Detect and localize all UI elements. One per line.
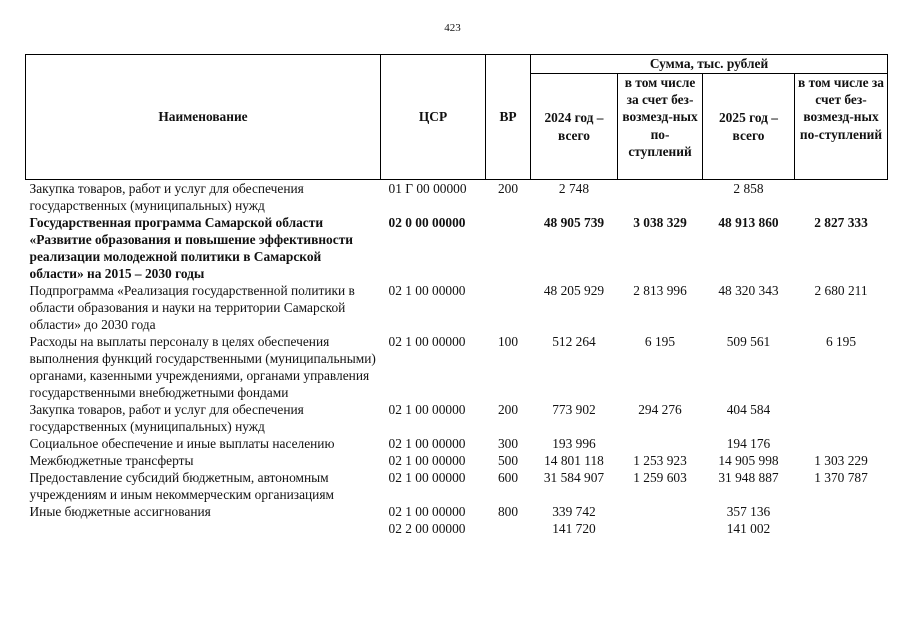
cell-vr: 300 <box>497 436 519 451</box>
table-row <box>26 452 888 469</box>
header-2025-free: в том числе за счет без-возмезд-ных по-ступлений <box>795 74 888 180</box>
table-body <box>26 180 888 538</box>
cell-2025-free: 2 680 211 <box>814 283 868 298</box>
header-2025-total: 2025 год – всего <box>703 74 795 180</box>
cell-csr: 01 Г 00 00000 <box>388 181 467 196</box>
cell-2024-total: 339 742 <box>552 504 596 519</box>
cell-2025-total: 48 913 860 <box>718 215 779 230</box>
cell-2024-free <box>618 503 703 520</box>
cell-2025-free: 2 827 333 <box>814 215 868 230</box>
table-row <box>26 469 888 503</box>
cell-2025-total: 31 948 887 <box>718 470 779 485</box>
cell-2024-free: 2 813 996 <box>633 283 687 298</box>
cell-name: Закупка товаров, работ и услуг для обеспечения государственных (муниципальных) нужд <box>29 181 304 213</box>
header-2024-total: 2024 год – всего <box>531 74 618 180</box>
cell-2025-free <box>795 180 888 215</box>
cell-2024-total: 31 584 907 <box>543 470 605 485</box>
cell-name: Межбюджетные трансферты <box>29 453 194 468</box>
cell-name: Иные бюджетные ассигнования <box>29 504 211 519</box>
cell-2024-total: 141 720 <box>552 521 596 536</box>
cell-2025-free: 1 370 787 <box>814 470 868 485</box>
cell-2025-total: 357 136 <box>726 504 771 519</box>
cell-csr: 02 1 00 00000 <box>388 470 466 485</box>
cell-2024-total: 2 748 <box>558 181 590 196</box>
cell-csr: 02 1 00 00000 <box>388 504 466 519</box>
cell-2024-free: 1 253 923 <box>633 453 687 468</box>
cell-name: Социальное обеспечение и иные выплаты населению <box>29 436 335 451</box>
cell-vr: 800 <box>497 504 519 519</box>
table-row <box>26 333 888 401</box>
cell-vr <box>486 282 531 333</box>
cell-2024-free: 3 038 329 <box>633 215 687 230</box>
cell-2025-free <box>795 401 888 435</box>
cell-vr <box>486 214 531 282</box>
cell-csr: 02 1 00 00000 <box>388 436 466 451</box>
cell-2025-free: 6 195 <box>825 334 857 349</box>
cell-2024-free <box>618 520 703 537</box>
cell-name: Расходы на выплаты персоналу в целях обеспечения выполнения функций государственными (муниципальными) органами, казенными учреждениями, органами управления государственными внебюджетными фондами <box>29 334 376 400</box>
cell-2024-total: 773 902 <box>552 402 596 417</box>
budget-table <box>25 54 888 537</box>
page-number: 423 <box>444 22 461 34</box>
header-2024-free: в том числе за счет без-возмезд-ных по-ступлений <box>618 74 703 180</box>
table-row <box>26 214 888 282</box>
cell-2025-total: 14 905 998 <box>718 453 779 468</box>
cell-2025-total: 404 584 <box>726 402 771 417</box>
table-row <box>26 401 888 435</box>
cell-vr: 200 <box>497 402 519 417</box>
cell-2025-free <box>795 503 888 520</box>
cell-csr: 02 1 00 00000 <box>388 453 466 468</box>
cell-2024-free <box>618 180 703 215</box>
cell-name: Подпрограмма «Реализация государственной политики в области образования и науки на территории Самарской области» до 2030 года <box>29 283 355 332</box>
table-row <box>26 180 888 215</box>
table-row <box>26 503 888 520</box>
cell-2025-total: 48 320 343 <box>718 283 779 298</box>
cell-vr: 200 <box>497 181 519 196</box>
cell-2024-free: 6 195 <box>644 334 676 349</box>
header-name: Наименование <box>26 55 381 180</box>
cell-csr: 02 0 00 00000 <box>388 215 466 230</box>
cell-vr: 500 <box>497 453 519 468</box>
table-row <box>26 282 888 333</box>
cell-2024-free: 1 259 603 <box>633 470 687 485</box>
cell-name: Государственная программа Самарской области «Развитие образования и повышение эффективности реализации молодежной политики в Самарской области» на 2015 – 2030 годы <box>29 215 353 281</box>
cell-2024-total: 512 264 <box>552 334 596 349</box>
header-sum: Сумма, тыс. рублей <box>531 55 888 74</box>
cell-2024-total: 193 996 <box>552 436 596 451</box>
header-vr: ВР <box>486 55 531 180</box>
cell-name: Предоставление субсидий бюджетным, автономным учреждениям и иным некоммерческим организациям <box>29 470 334 502</box>
cell-2025-free <box>795 520 888 537</box>
cell-name: Закупка товаров, работ и услуг для обеспечения государственных (муниципальных) нужд <box>29 402 304 434</box>
cell-csr: 02 1 00 00000 <box>388 283 466 298</box>
cell-2025-total: 194 176 <box>726 436 771 451</box>
cell-2024-total: 48 205 929 <box>543 283 605 298</box>
table-row <box>26 435 888 452</box>
cell-2025-free <box>795 435 888 452</box>
cell-vr <box>486 520 531 537</box>
cell-2025-total: 509 561 <box>726 334 771 349</box>
header-csr: ЦСР <box>381 55 486 180</box>
cell-csr: 02 1 00 00000 <box>388 402 466 417</box>
table-row <box>26 520 888 537</box>
cell-2024-total: 14 801 118 <box>544 453 604 468</box>
cell-2024-free: 294 276 <box>638 402 682 417</box>
cell-vr: 100 <box>497 334 519 349</box>
cell-2024-free <box>618 435 703 452</box>
cell-2024-total: 48 905 739 <box>543 215 605 230</box>
cell-csr: 02 1 00 00000 <box>388 334 466 349</box>
cell-vr: 600 <box>497 470 519 485</box>
cell-csr: 02 2 00 00000 <box>388 521 466 536</box>
cell-2025-free: 1 303 229 <box>814 453 868 468</box>
cell-2025-total: 141 002 <box>726 521 771 536</box>
cell-2025-total: 2 858 <box>733 181 764 196</box>
cell-name <box>26 520 381 537</box>
